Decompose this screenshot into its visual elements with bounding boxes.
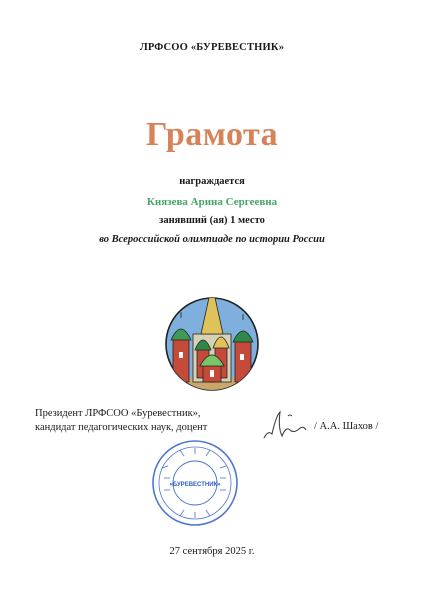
issue-date: 27 сентября 2025 г. [169, 546, 255, 557]
signatory-position-line1: Президент ЛРФСОО «Буревестник», [35, 408, 201, 419]
certificate-title: Грамота [145, 116, 279, 153]
organization-seal-icon [150, 438, 240, 528]
seal-center-text: «БУРЕВЕСТНИК» [169, 482, 221, 488]
organization-header: ЛРФСОО «БУРЕВЕСТНИК» [139, 42, 285, 53]
place-text: занявший (ая) 1 место [159, 215, 265, 226]
event-name: во Всероссийской олимпиаде по истории России [99, 234, 325, 245]
handwritten-signature-icon [258, 408, 310, 444]
st-basils-cathedral-emblem-icon [161, 260, 263, 394]
signatory-position-line2: кандидат педагогических наук, доцент [35, 422, 208, 433]
recipient-name: Князева Арина Сергеевна [146, 196, 278, 208]
signatory-position [35, 407, 207, 435]
signatory-name: / А.А. Шахов / [314, 421, 379, 432]
awarded-label: награждается [179, 176, 245, 187]
